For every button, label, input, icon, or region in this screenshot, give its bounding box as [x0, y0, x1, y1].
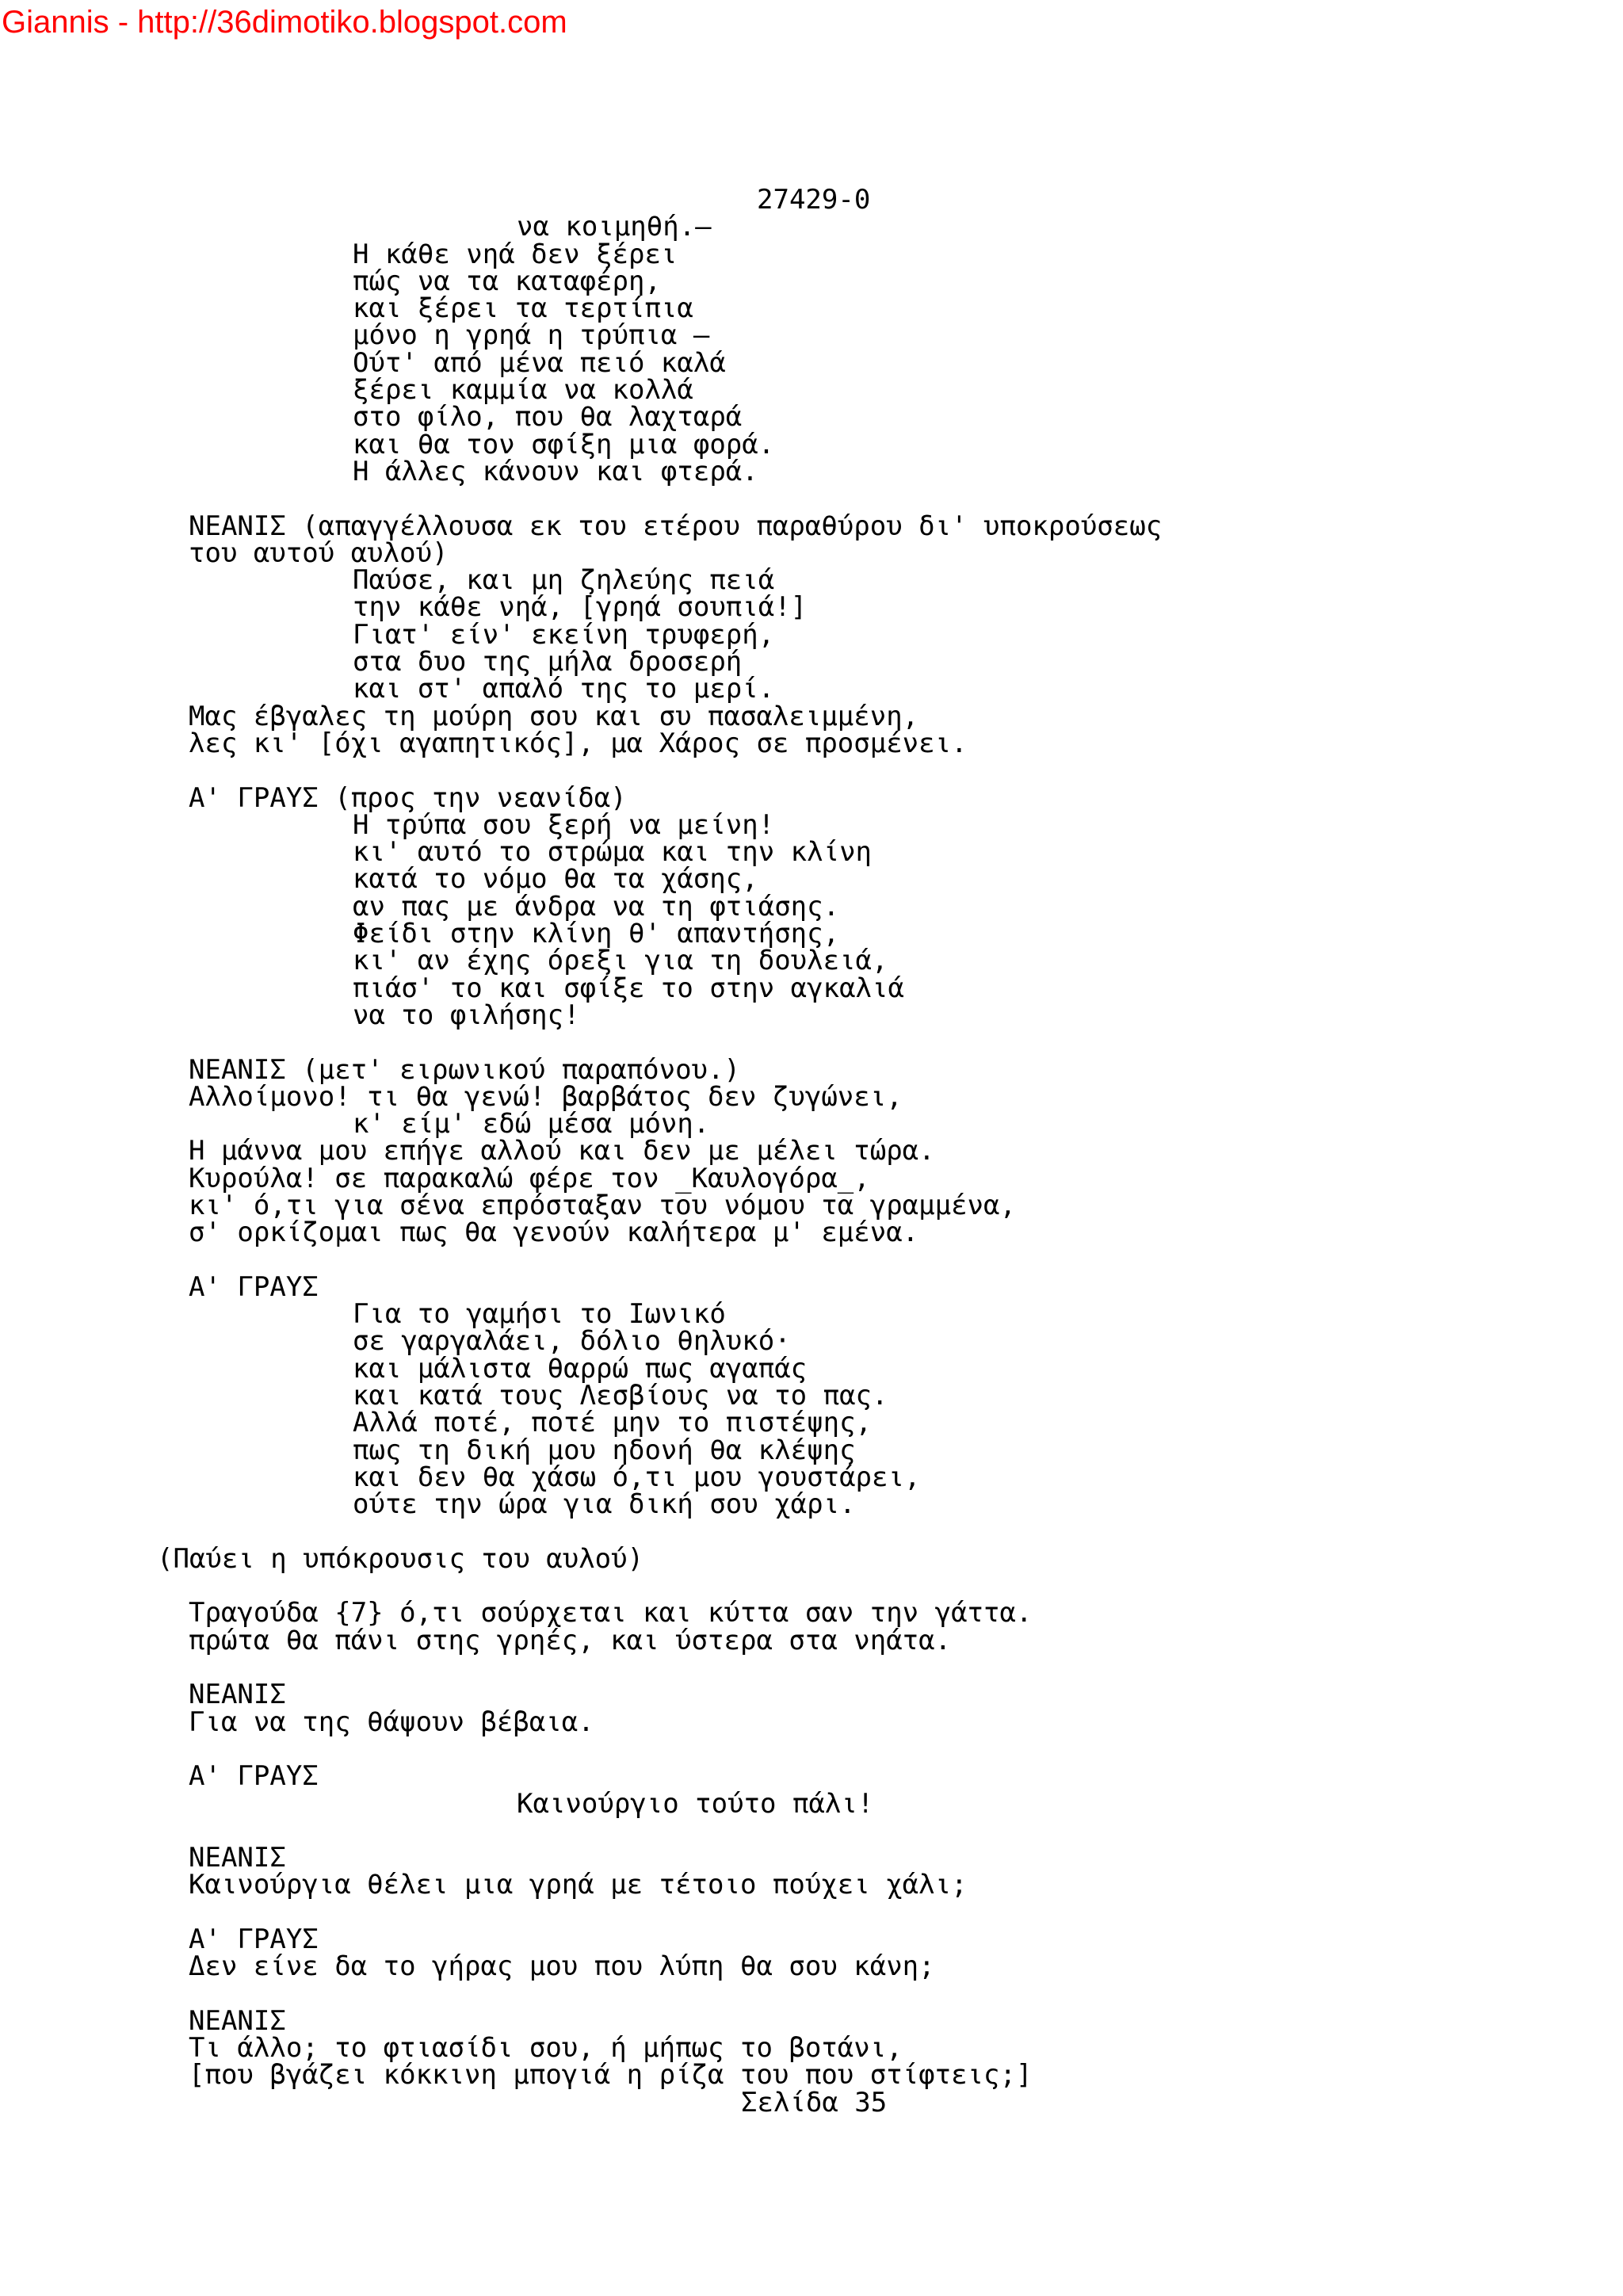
text-line: Τραγούδα {7} ό,τι σούρχεται και κύττα σαν την γάττα. — [189, 1597, 1033, 1629]
text-line: Αλλοίμονο! τι θα γενώ! βαρβάτος δεν ζυγώνει, — [189, 1080, 903, 1113]
blank-line — [0, 1981, 1623, 2008]
text-line: πρώτα θα πάνι στης γρηές, και ύστερα στα νηάτα. — [189, 1624, 952, 1656]
text-line: πως τη δική μου ηδονή θα κλέψης — [353, 1434, 856, 1466]
text-line: του αυτού αυλού) — [189, 537, 449, 569]
text-line: μόνο η γρηά η τρύπια – — [353, 319, 710, 352]
text-line: κι' αυτό το στρώμα και την κλίνη — [353, 836, 873, 869]
blank-line — [0, 1572, 1623, 1599]
text-line: ούτε την ώρα για δική σου χάρι. — [353, 1488, 856, 1521]
text-line: σ' ορκίζομαι πως θα γενούν καλήτερα μ' εμένα. — [189, 1217, 919, 1249]
text-line: Φείδι στην κλίνη θ' απαντήσης, — [353, 918, 840, 950]
text-line: [που βγάζει κόκκινη μπογιά η ρίζα του που στίφτεις;] — [189, 2059, 1033, 2092]
text-line: και κατά τους Λεσβίους να το πας. — [353, 1380, 888, 1412]
text-line: Κυρούλα! σε παρακαλώ φέρε τον _Καυλογόρα_, — [189, 1162, 870, 1194]
blank-line — [0, 1899, 1623, 1926]
text-line: πώς να τα καταφέρη, — [353, 265, 661, 297]
text-line: ΝΕΑΝΙΣ (μετ' ειρωνικού παραπόνου.) — [189, 1053, 740, 1086]
blank-line — [0, 1519, 1623, 1545]
text-line: ξέρει καμμία να κολλά — [353, 374, 693, 407]
text-line: σε γαργαλάει, δόλιο θηλυκό· — [353, 1325, 791, 1358]
text-line: Ούτ' από μένα πειό καλά — [353, 346, 726, 379]
text-line: να το φιλήσης! — [353, 999, 580, 1031]
text-line: να κοιμηθή.– — [517, 211, 712, 243]
page-number: Σελίδα 35 — [741, 2086, 888, 2118]
text-line: (Παύει η υπόκρουσις του αυλού) — [157, 1542, 644, 1575]
text-line: Α' ΓΡΑΥΣ — [189, 1270, 319, 1303]
text-line: Καινούργιο τούτο πάλι! — [517, 1787, 874, 1820]
text-line: Η άλλες κάνουν και φτερά. — [353, 455, 758, 487]
text-line: Δεν είνε δα το γήρας μου που λύπη θα σου κάνη; — [189, 1950, 935, 1983]
site-header: Giannis - http://36dimotiko.blogspot.com — [2, 5, 567, 40]
text-line: κ' είμ' εδώ μέσα μόνη. — [353, 1108, 710, 1140]
text-line: Παύσε, και μη ζηλεύης πειά — [353, 564, 775, 597]
text-line: στα δυο της μήλα δροσερή — [353, 646, 743, 678]
text-line: και μάλιστα θαρρώ πως αγαπάς — [353, 1352, 808, 1385]
text-line: και θα τον σφίξη μια φορά. — [353, 428, 775, 460]
text-line: ΝΕΑΝΙΣ — [189, 1679, 286, 1711]
text-line: και δεν θα χάσω ό,τι μου γουστάρει, — [353, 1461, 921, 1493]
text-line: Αλλά ποτέ, ποτέ μην το πιστέψης, — [353, 1407, 873, 1439]
text-line: Τι άλλο; το φτιασίδι σου, ή μήπως το βοτάνι, — [189, 2032, 903, 2065]
text-line: κι' ό,τι για σένα επρόσταξαν του νόμου τα γραμμένα, — [189, 1189, 1016, 1221]
text-line: Η μάννα μου επήγε αλλού και δεν με μέλει τώρα. — [189, 1135, 935, 1167]
text-line: ΝΕΑΝΙΣ (απαγγέλλουσα εκ του ετέρου παραθύρου δι' υποκρούσεως — [189, 510, 1163, 542]
text-line: και ξέρει τα τερτίπια — [353, 292, 693, 325]
document-text — [0, 186, 1623, 2116]
blank-line — [0, 1817, 1623, 1844]
blank-line — [0, 1736, 1623, 1763]
text-line: και στ' απαλό της το μερί. — [353, 673, 775, 705]
blank-line — [0, 485, 1623, 512]
text-line: λες κι' [όχι αγαπητικός], μα Χάρος σε προσμένει. — [189, 727, 968, 759]
text-line: πιάσ' το και σφίξε το στην αγκαλιά — [353, 972, 904, 1004]
text-line: Γιατ' είν' εκείνη τρυφερή, — [353, 618, 775, 651]
page-code: 27429-0 — [757, 184, 871, 216]
text-line: ΝΕΑΝΙΣ — [189, 1842, 286, 1874]
text-line: Καινούργια θέλει μια γρηά με τέτοιο πούχει χάλι; — [189, 1869, 968, 1901]
blank-line — [0, 1029, 1623, 1056]
text-line: Μας έβγαλες τη μούρη σου και συ πασαλειμμένη, — [189, 700, 919, 732]
text-line: Για το γαμήσι το Ιωνικό — [353, 1298, 726, 1331]
text-line: Α' ΓΡΑΥΣ (προς την νεανίδα) — [189, 781, 627, 814]
blank-line — [0, 1247, 1623, 1274]
text-line: αν πας με άνδρα να τη φτιάσης. — [353, 890, 840, 923]
text-line: την κάθε νηά, [γρηά σουπιά!] — [353, 591, 808, 624]
text-line: Α' ΓΡΑΥΣ — [189, 1924, 319, 1955]
text-line: ΝΕΑΝΙΣ — [189, 2004, 286, 2037]
text-line: κι' αν έχης όρεξι για τη δουλειά, — [353, 945, 888, 977]
text-line: Η κάθε νηά δεν ξέρει — [353, 238, 678, 270]
text-line: Η τρύπα σου ξερή να μείνη! — [353, 808, 775, 841]
text-line: Για να της θάψουν βέβαια. — [189, 1706, 594, 1738]
text-line: κατά το νόμο θα τα χάσης, — [353, 863, 758, 896]
text-line: Α' ΓΡΑΥΣ — [189, 1760, 319, 1793]
text-line: στο φίλο, που θα λαχταρά — [353, 401, 743, 434]
blank-line — [0, 1654, 1623, 1681]
blank-line — [0, 757, 1623, 784]
